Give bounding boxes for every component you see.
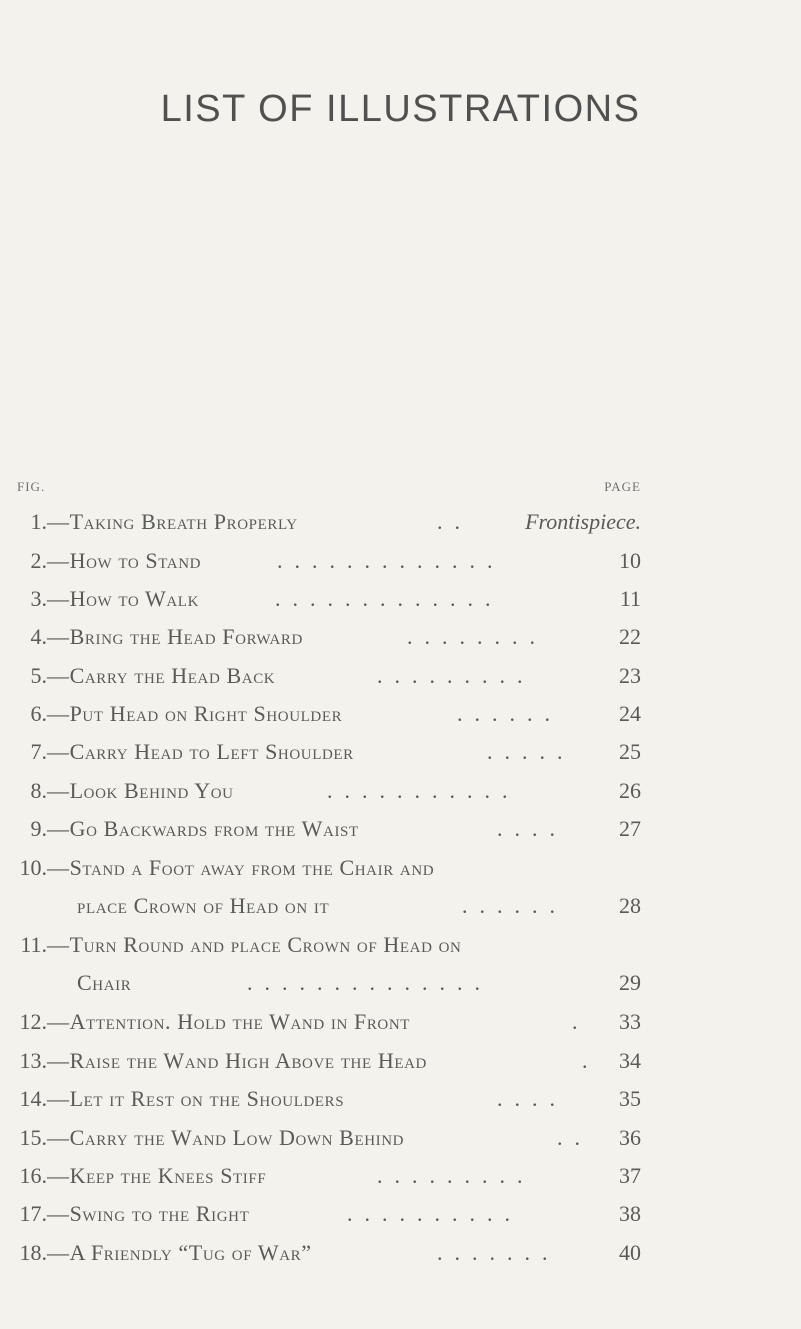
page-column-header: PAGE: [604, 479, 641, 494]
dot-leader: .....: [487, 739, 575, 764]
page-number: 27: [619, 816, 641, 841]
dot-leader: ....: [497, 1086, 567, 1111]
page-number: 33: [619, 1009, 641, 1034]
list-item: [17, 1161, 641, 1191]
page-number: 40: [619, 1240, 641, 1265]
list-item: [17, 1007, 641, 1037]
list-item: [17, 622, 641, 652]
list-item: [17, 1238, 641, 1268]
list-item: [17, 814, 641, 844]
list-item: [17, 1046, 641, 1076]
list-item: [17, 853, 641, 883]
list-item: [17, 1084, 641, 1114]
fig-caption: —Stand a Foot away from the Chair and: [47, 855, 435, 880]
fig-caption: —How to Stand: [47, 548, 202, 573]
dot-leader: ..: [437, 509, 472, 534]
fig-number: 15.: [19, 1125, 47, 1150]
page-number: 25: [619, 739, 641, 764]
list-item: [17, 546, 641, 576]
page-number: 22: [619, 624, 641, 649]
fig-number: 10.: [19, 855, 47, 880]
fig-caption: —Let it Rest on the Shoulders: [47, 1086, 345, 1111]
fig-number: 7.: [30, 739, 47, 764]
list-item-continuation: [17, 968, 641, 998]
fig-number: 8.: [30, 778, 47, 803]
fig-number: 9.: [30, 816, 47, 841]
dot-leader: ..........: [347, 1201, 522, 1226]
list-item: [17, 737, 641, 767]
list-item: [17, 930, 641, 960]
fig-caption: —Keep the Knees Stiff: [47, 1163, 267, 1188]
fig-number: 3.: [30, 586, 47, 611]
fig-number: 12.: [19, 1009, 47, 1034]
dot-leader: ......: [462, 893, 567, 918]
page-number: 11: [619, 586, 641, 611]
page-number: 29: [619, 970, 641, 995]
page-number: 23: [619, 663, 641, 688]
page-number: 36: [619, 1125, 641, 1150]
list-item: [17, 699, 641, 729]
fig-caption: —Carry Head to Left Shoulder: [47, 739, 354, 764]
fig-caption: —Put Head on Right Shoulder: [47, 701, 343, 726]
fig-number: 17.: [19, 1201, 47, 1226]
fig-number: 2.: [30, 548, 47, 573]
dot-leader: .: [572, 1009, 590, 1034]
fig-caption-continued: Chair: [77, 970, 132, 995]
list-item: [17, 1199, 641, 1229]
page-number: Frontispiece.: [525, 509, 641, 534]
fig-number: 5.: [30, 663, 47, 688]
page-number: 35: [619, 1086, 641, 1111]
fig-caption: —Attention. Hold the Wand in Front: [47, 1009, 411, 1034]
dot-leader: ..: [557, 1125, 592, 1150]
list-item: [17, 1123, 641, 1153]
page-number: 34: [619, 1048, 641, 1073]
dot-leader: ...........: [327, 778, 520, 803]
dot-leader: .............: [277, 548, 505, 573]
dot-leader: .........: [377, 663, 535, 688]
list-item: [17, 661, 641, 691]
dot-leader: ........: [407, 624, 547, 649]
page-number: 24: [619, 701, 641, 726]
dot-leader: ......: [457, 701, 562, 726]
fig-number: 13.: [19, 1048, 47, 1073]
fig-number: 6.: [30, 701, 47, 726]
fig-caption: —Swing to the Right: [47, 1201, 250, 1226]
fig-caption: —How to Walk: [47, 586, 199, 611]
fig-number: 4.: [30, 624, 47, 649]
fig-number: 18.: [19, 1240, 47, 1265]
list-item: [17, 776, 641, 806]
fig-caption: —Raise the Wand High Above the Head: [47, 1048, 427, 1073]
dot-leader: ..............: [247, 970, 492, 995]
fig-number: 14.: [19, 1086, 47, 1111]
fig-column-header: FIG.: [17, 479, 46, 494]
fig-number: 11.: [20, 932, 47, 957]
page-number: 37: [619, 1163, 641, 1188]
dot-leader: ....: [497, 816, 567, 841]
dot-leader: .......: [437, 1240, 560, 1265]
fig-caption: —Carry the Head Back: [47, 663, 276, 688]
list-item: [17, 507, 641, 537]
fig-caption: —Taking Breath Properly: [47, 509, 298, 534]
list-item-continuation: [17, 891, 641, 921]
fig-caption: —Go Backwards from the Waist: [47, 816, 359, 841]
page-number: 26: [619, 778, 641, 803]
fig-caption: —A Friendly “Tug of War”: [47, 1240, 312, 1265]
dot-leader: .: [582, 1048, 600, 1073]
page-number: 28: [619, 893, 641, 918]
fig-caption: —Bring the Head Forward: [47, 624, 303, 649]
fig-caption: —Carry the Wand Low Down Behind: [47, 1125, 405, 1150]
page-number: 10: [619, 548, 641, 573]
dot-leader: .........: [377, 1163, 535, 1188]
dot-leader: .............: [275, 586, 503, 611]
page-title: LIST OF ILLUSTRATIONS: [160, 88, 641, 130]
fig-caption: —Look Behind You: [47, 778, 234, 803]
fig-number: 16.: [19, 1163, 47, 1188]
fig-caption-continued: place Crown of Head on it: [77, 893, 330, 918]
fig-caption: —Turn Round and place Crown of Head on: [47, 932, 462, 957]
list-item: [17, 584, 641, 614]
fig-number: 1.: [30, 509, 47, 534]
page-number: 38: [619, 1201, 641, 1226]
